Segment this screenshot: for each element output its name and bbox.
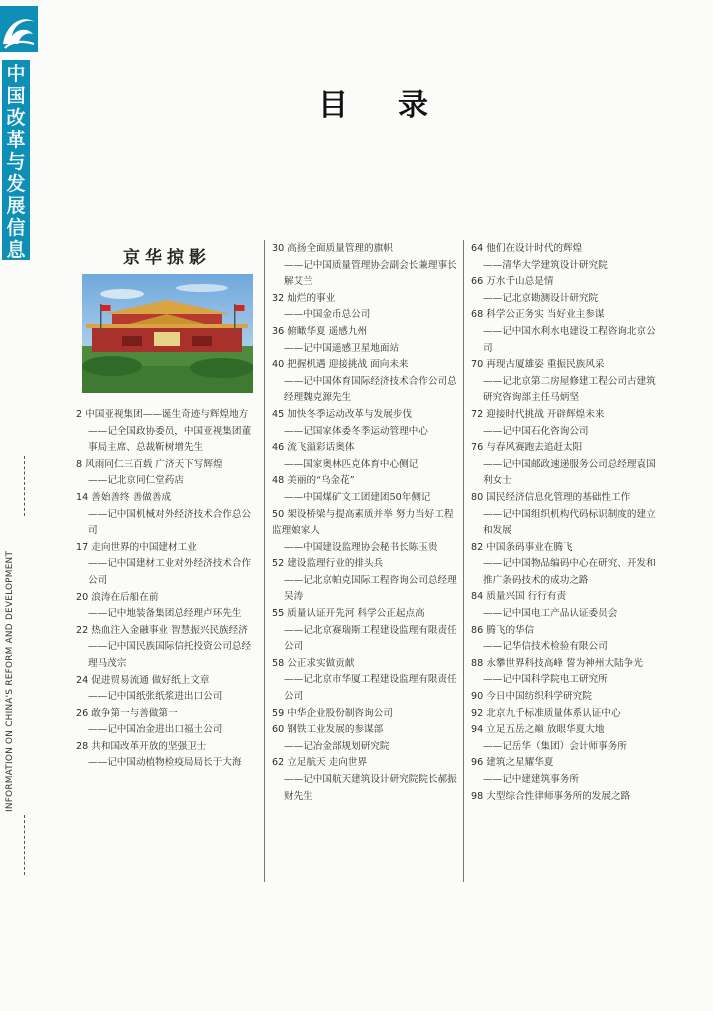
toc-entry-subtitle: ——记中国科学院电工研究所	[483, 674, 608, 686]
toc-page-number: 30	[272, 243, 285, 254]
toc-column-3	[471, 241, 661, 805]
toc-entry-subtitle: ——记中国机械对外经济技术合作总公司	[88, 508, 252, 537]
toc-entry[interactable]	[76, 623, 256, 673]
toc-page-number: 17	[76, 541, 89, 553]
toc-entry[interactable]	[471, 540, 661, 590]
toc-entry-title: 建设监理行业的排头兵	[287, 558, 384, 570]
toc-entry-title: 把握机遇 迎接挑战 面向未来	[287, 359, 409, 371]
toc-page-number: 62	[272, 757, 285, 769]
toc-entry[interactable]	[272, 606, 457, 656]
toc-entry-title: 促进贸易流通 做好纸上文章	[91, 674, 210, 686]
toc-entry-title: 架设桥梁与提高素质并举 努力当好工程监理娘家人	[272, 508, 454, 537]
toc-entry-title: 热血注入金融事业 智慧振兴民族经济	[91, 624, 248, 636]
toc-page-number: 24	[76, 674, 89, 686]
toc-page-number: 60	[272, 724, 285, 736]
toc-page-number: 52	[272, 558, 285, 570]
wave-logo-icon	[0, 6, 38, 52]
toc-column-2	[272, 241, 457, 805]
toc-page-number: 28	[76, 740, 89, 752]
toc-entry-subtitle: ——记中国冶金进出口福土公司	[88, 724, 223, 736]
toc-page-number: 48	[272, 475, 285, 487]
toc-entry-title: 俯瞰华夏 遥感九州	[287, 325, 368, 337]
title-char: 展	[6, 195, 26, 217]
toc-entry-title: 今日中国纺织科学研究院	[486, 691, 592, 703]
toc-entry-title: 质量认证开先河 科学公正起点高	[287, 608, 425, 620]
toc-entry-title: 风雨同仁三百载 广济天下写辉煌	[85, 458, 223, 470]
toc-entry-title: 浪涛在后船在前	[91, 591, 159, 603]
toc-page-number: 36	[272, 325, 285, 337]
toc-entry-title: 与春风赛跑去追赶太阳	[486, 442, 583, 454]
toc-entry-title: 善始善终 善做善成	[91, 491, 172, 503]
toc-entry-subtitle: ——记全国政协委员，中国亚视集团董事局主席、总裁靳树增先生	[88, 425, 252, 454]
toc-page-number: 80	[471, 491, 484, 503]
toc-page-number: 45	[272, 408, 285, 420]
toc-page-number: 92	[471, 707, 484, 719]
toc-entry-subtitle: ——记北京第二房屋修建工程公司古建筑研究咨询部主任马炳坚	[483, 375, 656, 404]
toc-entry-subtitle: ——记冶金部规划研究院	[284, 740, 390, 752]
toc-page-number: 50	[272, 508, 285, 520]
vertical-magazine-title	[2, 60, 30, 260]
toc-entry[interactable]	[272, 656, 457, 706]
toc-page-number: 26	[76, 707, 89, 719]
toc-entry-title: 建筑之星耀华夏	[486, 757, 554, 769]
toc-entry-subtitle: ——记中国邮政速递服务公司总经理袁国利女士	[483, 458, 656, 487]
toc-entry[interactable]	[272, 507, 457, 557]
toc-entry-title: 共和国改革开放的坚强卫士	[91, 740, 207, 752]
toc-entry-subtitle: ——记北京帕克国际工程咨询公司总经理吴涛	[284, 574, 457, 603]
toc-entry[interactable]	[272, 324, 457, 357]
toc-entry[interactable]	[76, 590, 256, 623]
toc-entry-subtitle: ——记北京赛瑞斯工程建设监理有限责任公司	[284, 624, 457, 653]
toc-entry[interactable]	[272, 755, 457, 805]
toc-entry-subtitle: ——记中国组织机构代码标识制度的建立和发展	[483, 508, 656, 537]
toc-page-number: 64	[471, 243, 484, 254]
toc-entry-subtitle: ——记中国航天建筑设计研究院院长郝振财先生	[284, 774, 457, 802]
toc-entry-title: 再现古厦雄姿 重振民族风采	[486, 359, 605, 371]
title-char: 信	[6, 217, 26, 239]
toc-entry-title: 国民经济信息化管理的基础性工作	[486, 491, 631, 503]
toc-entry-subtitle: ——记华信技术检验有限公司	[483, 641, 608, 653]
toc-entry-title: 腾飞的华信	[486, 624, 535, 636]
toc-entry-title: 钢铁工业发展的参谋部	[287, 724, 384, 736]
column-divider	[463, 240, 464, 882]
toc-entry-subtitle: ——记岳华（集团）会计师事务所	[483, 740, 627, 752]
toc-entry-subtitle: ——记中国物品编码中心在研究、开发和推广条码技术的成功之路	[483, 558, 656, 586]
toc-entry-title: 北京九千标准质量体系认证中心	[486, 707, 621, 719]
toc-entry[interactable]	[76, 739, 256, 772]
toc-entry-title: 中华企业股份制咨询公司	[287, 707, 393, 719]
toc-entry[interactable]	[76, 673, 256, 706]
toc-entry-subtitle: ——记中国质量管理协会副会长兼理事长解艾兰	[284, 259, 457, 288]
toc-page-number: 84	[471, 591, 484, 603]
toc-entry-title: 公正求实做贡献	[287, 657, 355, 669]
toc-entry-title: 流飞溢彩话奥体	[287, 442, 355, 454]
toc-entry-title: 中国条码事业在腾飞	[486, 541, 573, 553]
toc-entry-subtitle: ——记中建建筑事务所	[483, 774, 579, 785]
toc-page-number: 55	[272, 608, 285, 620]
toc-entry[interactable]	[76, 540, 256, 590]
sidebar-divider	[24, 456, 25, 516]
toc-entry[interactable]	[272, 556, 457, 606]
toc-entry-subtitle: ——记北京市华厦工程建设监理有限责任公司	[284, 674, 457, 703]
section-title: 京华掠影	[123, 248, 211, 268]
column-divider	[264, 240, 265, 882]
toc-entry[interactable]	[76, 457, 256, 490]
toc-entry-title: 科学公正务实 当好业主参谋	[486, 309, 605, 321]
toc-entry[interactable]	[471, 789, 661, 806]
toc-entry-subtitle: ——记中国水利水电建设工程咨询北京公司	[483, 325, 656, 354]
toc-page-number: 76	[471, 442, 484, 454]
toc-entry-subtitle: ——记国家体委冬季运动管理中心	[284, 425, 428, 437]
toc-entry-title: 高扬全面质量管理的旗帜	[287, 243, 393, 254]
title-char: 中	[6, 63, 26, 85]
toc-page-number: 59	[272, 707, 285, 719]
toc-page-number: 46	[272, 442, 285, 454]
toc-page-number: 22	[76, 624, 89, 636]
title-char: 革	[6, 129, 26, 151]
toc-page-number: 88	[471, 657, 484, 669]
toc-entry[interactable]	[76, 490, 256, 540]
toc-entry[interactable]	[471, 440, 661, 490]
toc-entry-subtitle: ——中国煤矿文工团建团50年侧记	[284, 491, 431, 503]
toc-entry[interactable]	[272, 241, 457, 291]
tiananmen-photo	[82, 274, 253, 393]
toc-entry-title: 迎接时代挑战 开辟辉煌未来	[486, 408, 605, 420]
title-char: 国	[6, 85, 26, 107]
toc-entry[interactable]	[76, 706, 256, 739]
toc-entry[interactable]	[471, 689, 661, 706]
toc-entry[interactable]	[471, 589, 661, 622]
toc-page-number: 14	[76, 491, 89, 503]
toc-entry[interactable]	[471, 307, 661, 357]
toc-page-number: 40	[272, 359, 285, 371]
toc-entry[interactable]	[76, 407, 256, 457]
toc-entry-subtitle: ——国家奥林匹克体育中心侧记	[284, 458, 419, 470]
toc-entry[interactable]	[272, 722, 457, 755]
toc-entry-title: 他们在设计时代的辉煌	[486, 243, 583, 254]
toc-entry[interactable]	[471, 490, 661, 540]
toc-column-1	[76, 407, 256, 772]
toc-entry[interactable]	[471, 241, 661, 274]
title-char: 发	[6, 173, 26, 195]
toc-entry-subtitle: ——清华大学建筑设计研究院	[483, 259, 608, 271]
toc-entry-title: 大型综合性律师事务所的发展之路	[486, 790, 631, 802]
toc-entry[interactable]	[471, 755, 661, 788]
toc-entry-title: 立足航天 走向世界	[287, 757, 368, 769]
toc-entry-subtitle: ——记北京勘测设计研究院	[483, 292, 599, 304]
toc-page-number: 82	[471, 541, 484, 553]
toc-entry[interactable]	[471, 623, 661, 656]
toc-entry-subtitle: ——记中国体育国际经济技术合作公司总经理魏克源先生	[284, 375, 457, 404]
english-magazine-title: INFORMATION ON CHINA'S REFORM AND DEVELOPMENT	[5, 550, 15, 812]
toc-entry-subtitle: ——记中国动植物检疫局局长于大海	[88, 757, 242, 769]
toc-page-number: 8	[76, 458, 83, 470]
toc-entry-subtitle: ——记北京同仁堂药店	[88, 475, 184, 487]
toc-entry[interactable]	[272, 291, 457, 324]
toc-entry-title: 美丽的“乌金花”	[287, 475, 355, 487]
toc-page-number: 94	[471, 724, 484, 736]
toc-entry-subtitle: ——中国建设监理协会秘书长陈玉贵	[284, 541, 438, 553]
toc-entry[interactable]	[272, 407, 457, 440]
toc-entry[interactable]	[471, 706, 661, 723]
toc-entry-subtitle: ——记中地装备集团总经理卢环先生	[88, 608, 242, 620]
toc-page-number: 20	[76, 591, 89, 603]
toc-page-number: 58	[272, 657, 285, 669]
toc-entry-title: 走向世界的中国建材工业	[91, 541, 197, 553]
toc-page-number: 66	[471, 276, 484, 288]
toc-entry-subtitle: ——记中国纸张纸浆进出口公司	[88, 691, 223, 703]
toc-entry-title: 灿烂的事业	[287, 292, 336, 304]
toc-entry[interactable]	[272, 440, 457, 473]
toc-entry-subtitle: ——记中国遥感卫星地面站	[284, 342, 400, 354]
toc-entry[interactable]	[471, 407, 661, 440]
toc-entry-title: 永攀世界科技高峰 誓为神州大陆争光	[486, 657, 643, 669]
toc-entry-title: 敢争第一与善做第一	[91, 707, 178, 719]
toc-page-number: 72	[471, 408, 484, 420]
toc-page-number: 70	[471, 359, 484, 371]
toc-entry-subtitle: ——记中国建材工业对外经济技术合作公司	[88, 558, 252, 586]
toc-entry[interactable]	[272, 357, 457, 407]
toc-entry-subtitle: ——记中国石化咨询公司	[483, 425, 589, 437]
toc-entry[interactable]	[471, 274, 661, 307]
toc-entry[interactable]	[471, 722, 661, 755]
toc-page-number: 96	[471, 757, 484, 769]
title-char: 息	[6, 239, 26, 261]
title-char: 改	[6, 107, 26, 129]
toc-entry[interactable]	[471, 656, 661, 689]
toc-entry-title: 万水千山总是情	[486, 276, 554, 288]
toc-entry[interactable]	[471, 357, 661, 407]
toc-page-number: 68	[471, 309, 484, 321]
sidebar-divider	[24, 815, 25, 875]
page-title: 目录	[318, 88, 478, 123]
toc-entry[interactable]	[272, 706, 457, 723]
toc-entry-subtitle: ——中国金币总公司	[284, 309, 371, 321]
toc-page-number: 32	[272, 292, 285, 304]
title-char: 与	[6, 151, 26, 173]
toc-entry-title: 立足五岳之巅 放眼华夏大地	[486, 724, 605, 736]
toc-page-number: 2	[76, 409, 83, 420]
toc-page-number: 98	[471, 790, 484, 802]
toc-page-number: 90	[471, 691, 484, 703]
toc-entry-subtitle: ——记中国民族国际信托投资公司总经理马茂宗	[88, 641, 252, 669]
toc-page-number: 86	[471, 624, 484, 636]
toc-entry-title: 加快冬季运动改革与发展步伐	[287, 408, 412, 420]
toc-entry-subtitle: ——记中国电工产品认证委员会	[483, 608, 618, 620]
toc-entry[interactable]	[272, 473, 457, 506]
toc-entry-title: 质量兴国 行行有责	[486, 591, 567, 603]
toc-entry-title: 中国亚视集团——诞生奇迹与辉煌地方	[85, 409, 249, 420]
